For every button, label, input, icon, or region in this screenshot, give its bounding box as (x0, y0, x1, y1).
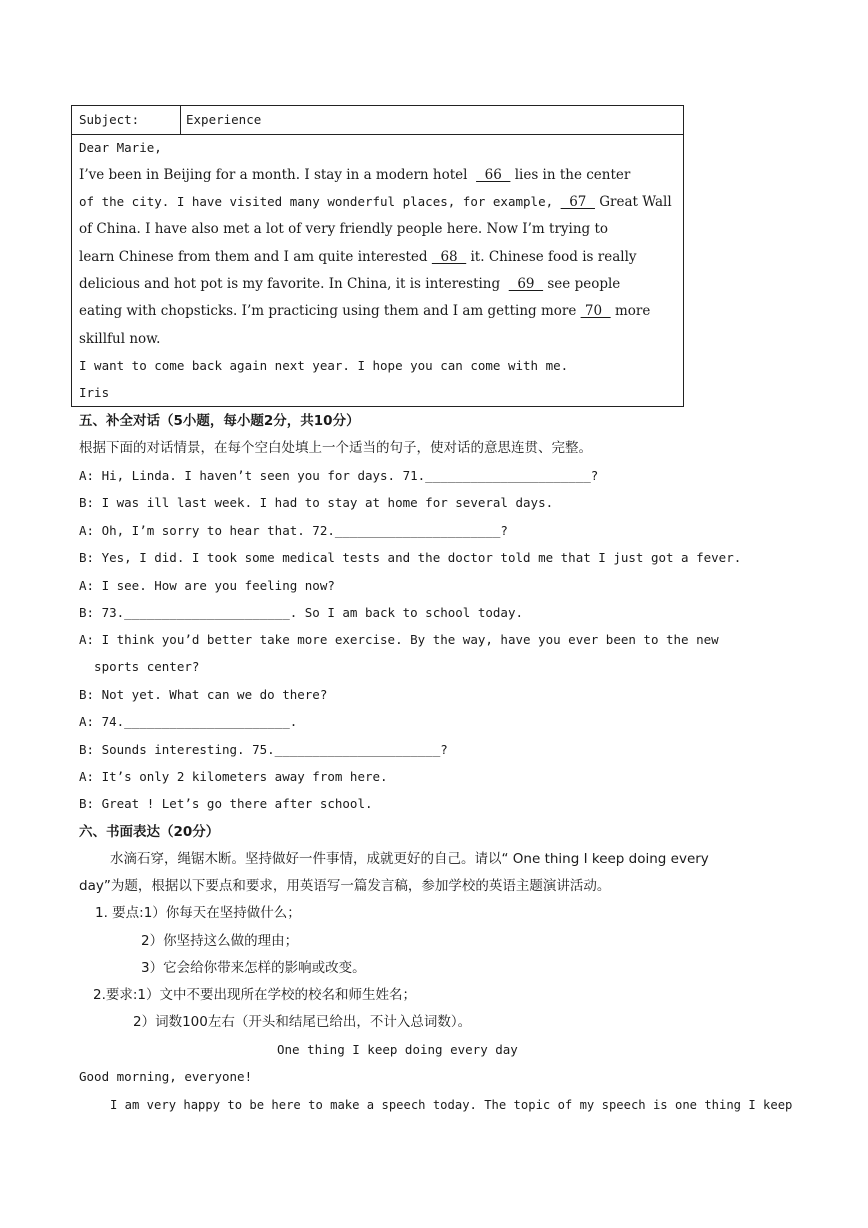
requirements-2: 2）词数100左右（开头和结尾已给出，不计入总词数）。 (133, 1014, 472, 1030)
essay-opening: I am very happy to be here to make a speech today. The topic of my speech is one thing I keep (110, 1098, 793, 1112)
section6-title: 六、书面表达（20分） (79, 824, 220, 840)
email-salutation: Dear Marie, (79, 140, 162, 155)
email-line-6-tail: more (610, 303, 651, 319)
blank-69: 69 (508, 276, 544, 292)
dialogue-line-9: B: Not yet. What can we do there? (79, 687, 328, 702)
dialogue-line-4: B: Yes, I did. I took some medical tests and the doctor told me that I just got a fever. (79, 550, 742, 565)
section5-instruction: 根据下面的对话情景，在每个空白处填上一个适当的句子，使对话的意思连贯、完整。 (79, 440, 592, 456)
subject-value: Experience (186, 112, 262, 127)
email-line-1-tail: lies in the center (510, 167, 631, 183)
email-line-4-text: learn Chinese from them and I am quite interested (79, 249, 432, 265)
dialogue-line-12: A: It’s only 2 kilometers away from here. (79, 769, 388, 784)
dialogue-line-6: B: 73.______________________. So I am back to school today. (79, 605, 524, 620)
section5-title: 五、补全对话（5小题，每小题2分，共10分） (79, 413, 360, 429)
section6-intro-2: day”为题，根据以下要点和要求，用英语写一篇发言稿，参加学校的英语主题演讲活动。 (79, 878, 611, 894)
email-line-5 (79, 275, 620, 293)
dialogue-line-10: A: 74.______________________. (79, 714, 298, 729)
points-1: 1. 要点:1）你每天在坚持做什么； (95, 905, 301, 921)
email-signature: Iris (79, 385, 110, 400)
email-line-7: skillful now. (79, 331, 161, 347)
email-line-1-text: I’ve been in Beijing for a month. I stay in a modern hotel (79, 167, 477, 183)
section6-intro-1: 水滴石穿，绳锯木断。坚持做好一件事情，成就更好的自己。请以“ One thing I keep doing every (110, 851, 709, 867)
points-3: 3）它会给你带来怎样的影响或改变。 (141, 960, 366, 976)
requirements-1: 2.要求:1）文中不要出现所在学校的校名和师生姓名； (93, 987, 417, 1003)
dialogue-line-7: A: I think you’d better take more exercise. By the way, have you ever been to the new (79, 632, 719, 647)
email-line-2-text: of the city. I have visited many wonderful places, for example, (79, 194, 561, 209)
blank-68: 68 (431, 249, 467, 265)
dialogue-line-13: B: Great ! Let’s go there after school. (79, 796, 373, 811)
email-line-5-text: delicious and hot pot is my favorite. In China, it is interesting (79, 276, 509, 292)
email-line-3: of China. I have also met a lot of very friendly people here. Now I’m trying to (79, 221, 609, 237)
blank-67: 67 (560, 194, 595, 210)
blank-66: 66 (476, 167, 511, 183)
email-line-6-text: eating with chopsticks. I’m practicing using them and I am getting more (79, 303, 581, 319)
email-line-8: I want to come back again next year. I hope you can come with me. (79, 358, 569, 373)
essay-greeting: Good morning, everyone! (79, 1069, 253, 1084)
email-line-2 (79, 193, 672, 211)
email-line-4 (79, 248, 637, 266)
email-line-2-tail: Great Wall (594, 194, 672, 210)
dialogue-line-11: B: Sounds interesting. 75.______________________? (79, 742, 448, 757)
email-line-1 (79, 166, 630, 184)
header-divider (180, 106, 181, 134)
essay-title: One thing I keep doing every day (277, 1042, 518, 1057)
dialogue-line-5: A: I see. How are you feeling now? (79, 578, 335, 593)
dialogue-line-3: A: Oh, I’m sorry to hear that. 72.______________________? (79, 523, 508, 538)
points-2: 2）你坚持这么做的理由； (141, 933, 299, 949)
email-header-row (72, 106, 683, 135)
dialogue-line-2: B: I was ill last week. I had to stay at home for several days. (79, 495, 554, 510)
subject-label: Subject: (79, 112, 140, 127)
dialogue-line-1: A: Hi, Linda. I haven’t seen you for days. 71.______________________? (79, 468, 599, 483)
email-line-6 (79, 302, 650, 320)
blank-70: 70 (580, 303, 611, 319)
email-line-5-tail: see people (543, 276, 621, 292)
dialogue-line-8: sports center? (79, 659, 200, 674)
email-line-4-tail: it. Chinese food is really (466, 249, 637, 265)
